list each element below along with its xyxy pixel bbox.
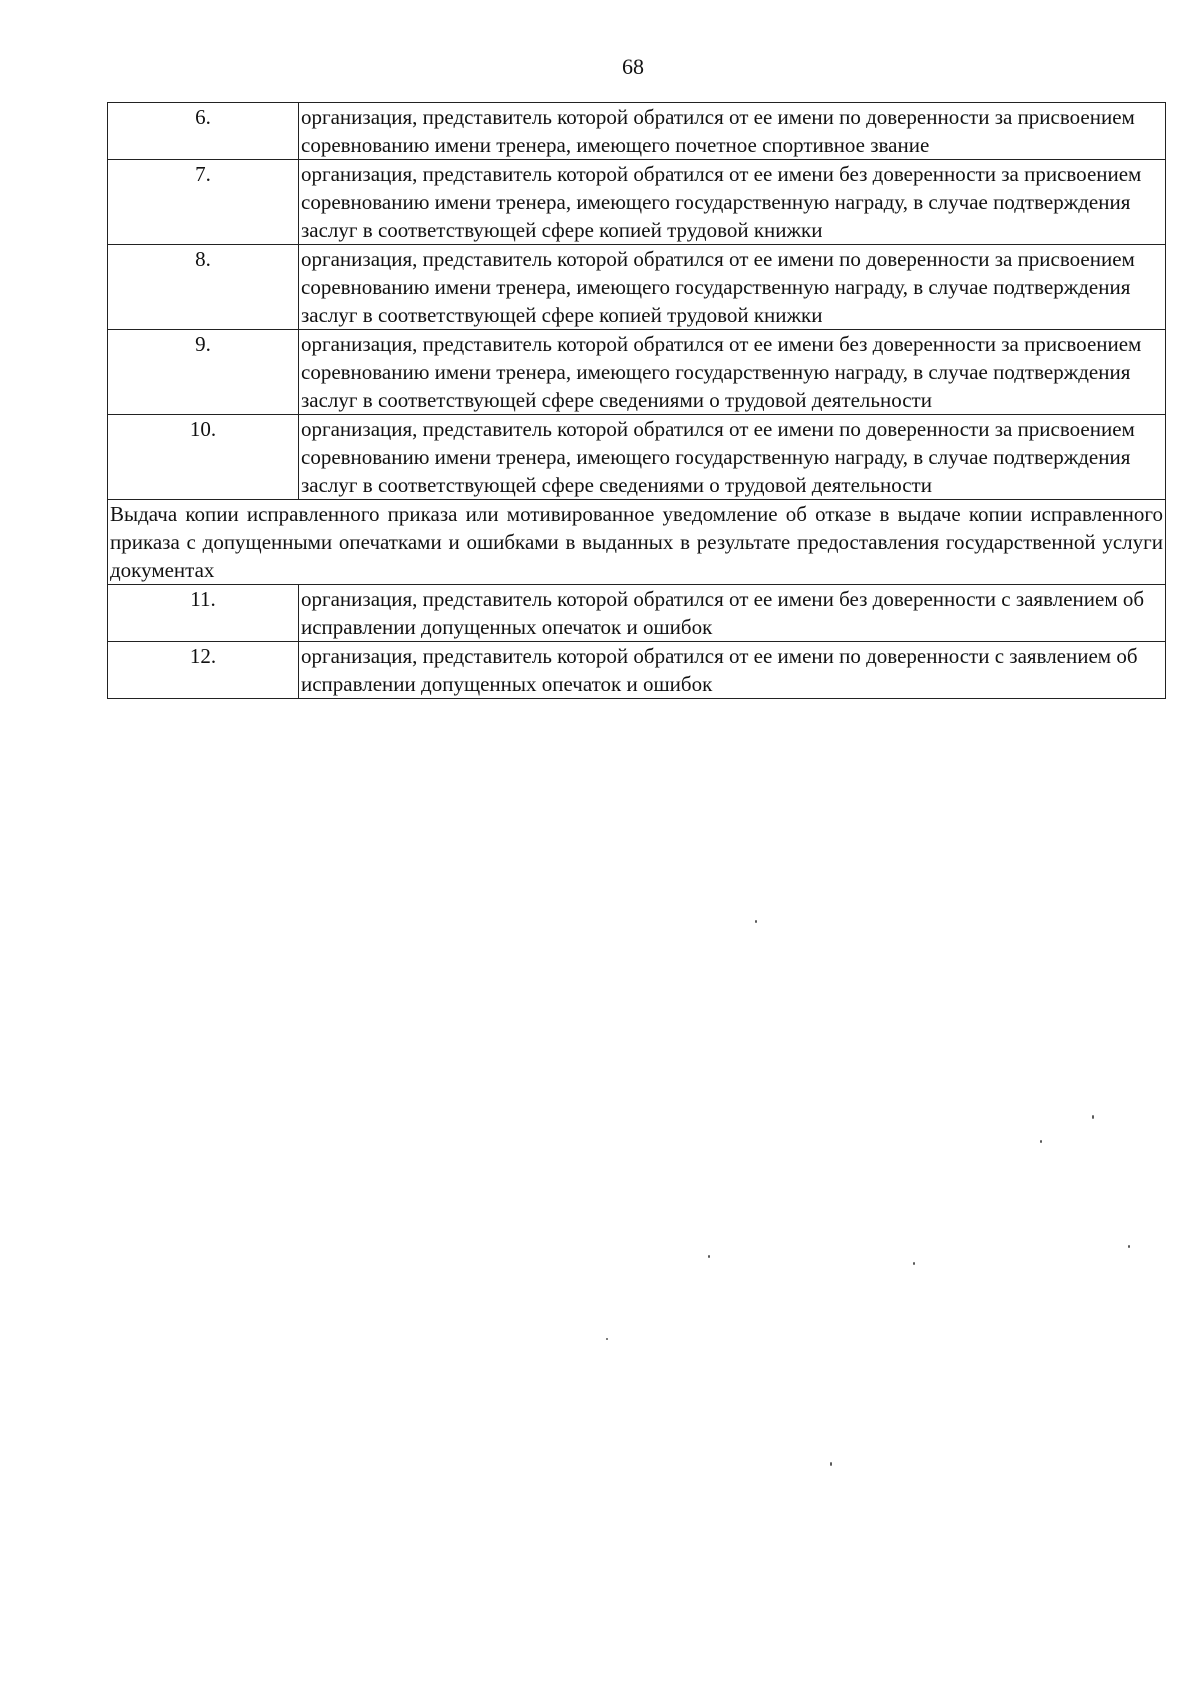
row-text: организация, представитель которой обратился от ее имени по доверенности с заявлением об исправлении допущенных опечаток и ошибок [299,642,1166,699]
scan-speck [830,1462,832,1466]
table-row [108,415,1166,500]
table-row [108,585,1166,642]
table-row [108,330,1166,415]
section-header: Выдача копии исправленного приказа или мотивированное уведомление об отказе в выдаче копии исправленного приказа с допущенными опечатками и ошибками в выданных в результате предоставления государственной услуги документах [108,500,1166,585]
section-header-row [108,500,1166,585]
scan-speck [708,1255,710,1258]
table-row [108,160,1166,245]
row-text: организация, представитель которой обратился от ее имени по доверенности за присвоением соревнованию имени тренера, имеющего почетное спортивное звание [299,103,1166,160]
row-number: 7. [108,160,299,245]
row-text: организация, представитель которой обратился от ее имени по доверенности за присвоением соревнованию имени тренера, имеющего государственную награду, в случае подтверждения заслуг в соответствующей сфере сведениями о трудовой деятельности [299,415,1166,500]
scan-speck [755,920,757,923]
row-text: организация, представитель которой обратился от ее имени без доверенности с заявлением об исправлении допущенных опечаток и ошибок [299,585,1166,642]
row-number: 8. [108,245,299,330]
row-text: организация, представитель которой обратился от ее имени по доверенности за присвоением соревнованию имени тренера, имеющего государственную награду, в случае подтверждения заслуг в соответствующей сфере копией трудовой книжки [299,245,1166,330]
row-number: 11. [108,585,299,642]
row-number: 9. [108,330,299,415]
scan-speck [1128,1245,1130,1248]
scan-speck [913,1262,915,1265]
table-row [108,642,1166,699]
document-table [107,102,1166,699]
scan-speck [1092,1115,1094,1119]
row-number: 12. [108,642,299,699]
row-number: 6. [108,103,299,160]
scan-speck [1040,1140,1042,1143]
table-row [108,245,1166,330]
page-number: 68 [622,54,644,79]
row-text: организация, представитель которой обратился от ее имени без доверенности за присвоением соревнованию имени тренера, имеющего государственную награду, в случае подтверждения заслуг в соответствующей сфере сведениями о трудовой деятельности [299,330,1166,415]
row-number: 10. [108,415,299,500]
table-row [108,103,1166,160]
row-text: организация, представитель которой обратился от ее имени без доверенности за присвоением соревнованию имени тренера, имеющего государственную награду, в случае подтверждения заслуг в соответствующей сфере копией трудовой книжки [299,160,1166,245]
scan-speck [606,1338,608,1340]
